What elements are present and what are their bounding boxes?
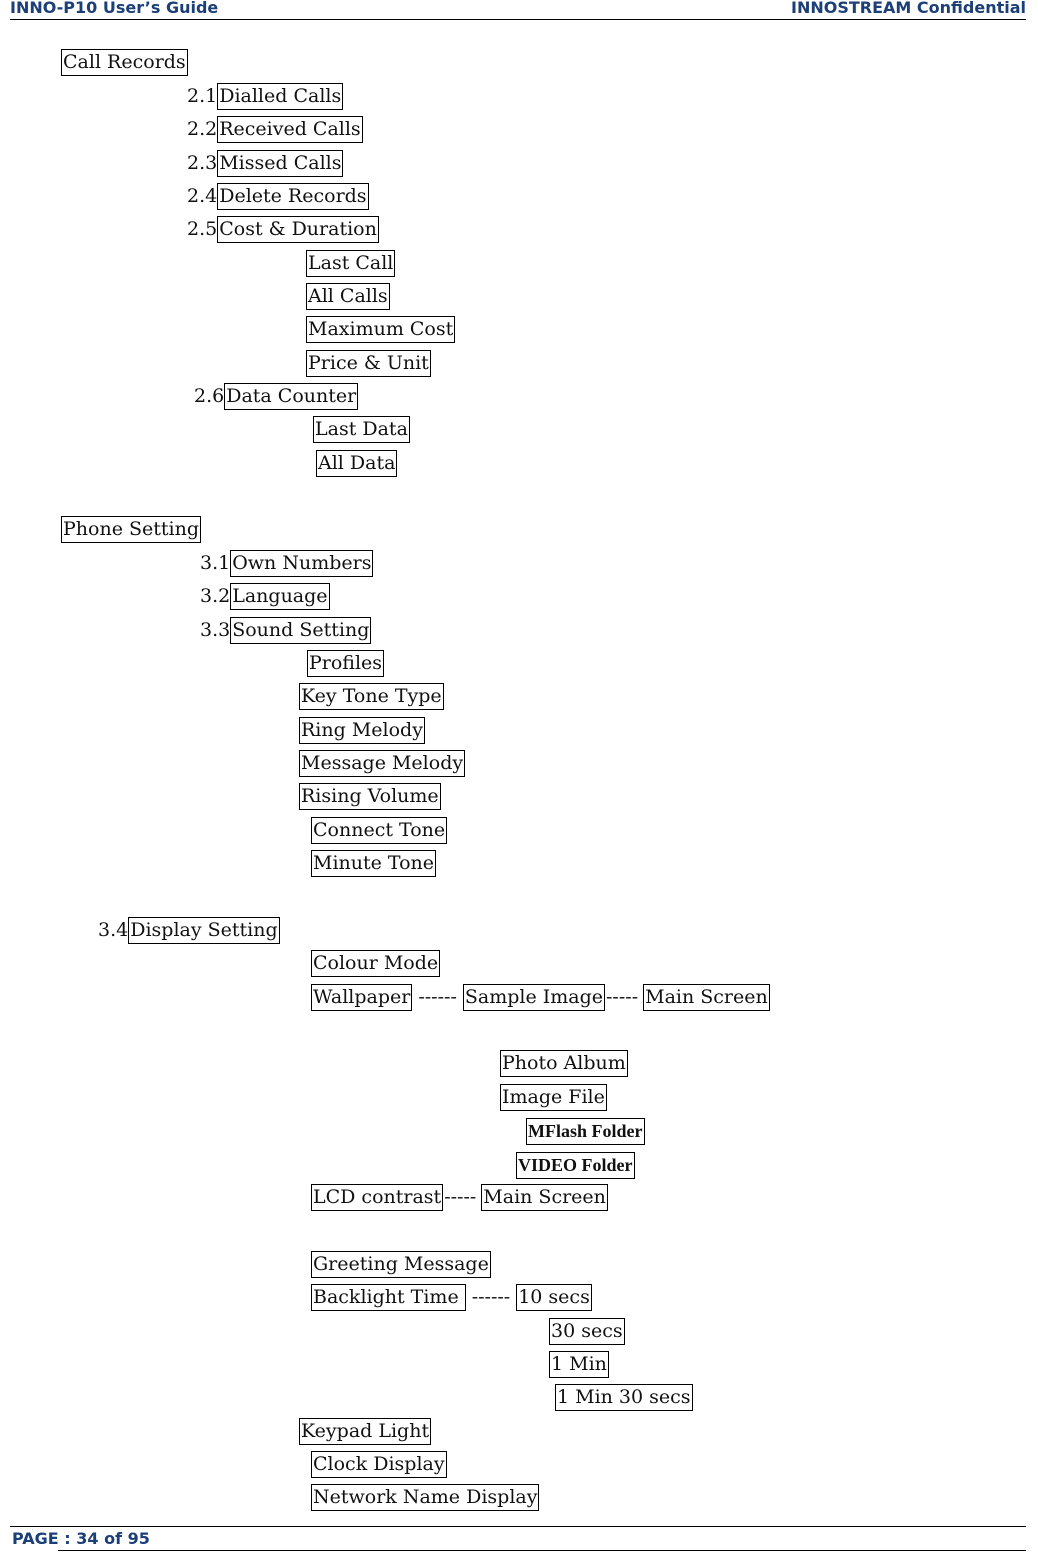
menu-label: 30 secs — [549, 1318, 625, 1345]
page-header — [10, 0, 1026, 20]
menu-item-1-min-30-secs — [555, 1384, 693, 1410]
menu-label: Price & Unit — [306, 350, 431, 377]
menu-label: Maximum Cost — [306, 316, 455, 343]
menu-item-image-file — [500, 1084, 607, 1110]
menu-item-wallpaper — [311, 984, 770, 1010]
menu-label: Language — [230, 583, 329, 610]
menu-label: Image File — [500, 1084, 607, 1111]
menu-label: Last Call — [306, 250, 395, 277]
page-number: PAGE : 34 of 95 — [12, 1529, 150, 1548]
menu-label: MFlash Folder — [526, 1118, 645, 1145]
menu-item-connect-tone — [311, 817, 447, 843]
menu-label: All Calls — [306, 283, 390, 310]
menu-label: VIDEO Folder — [516, 1152, 635, 1179]
menu-label: Rising Volume — [299, 783, 441, 810]
menu-label: Clock Display — [311, 1451, 447, 1478]
menu-item-received-calls — [187, 116, 363, 142]
menu-number: 2.6 — [194, 385, 225, 407]
menu-number: 3.1 — [200, 552, 231, 574]
menu-label: Backlight Time — [311, 1284, 466, 1311]
header-confidential: INNOSTREAM Confidential — [791, 0, 1026, 17]
menu-label: Last Data — [313, 416, 410, 443]
connector-dashes: ----- — [444, 1186, 477, 1208]
menu-item-message-melody — [299, 750, 465, 776]
menu-item-minute-tone — [311, 850, 436, 876]
menu-number: 3.3 — [200, 619, 231, 641]
menu-label: Main Screen — [481, 1184, 608, 1211]
menu-label: Colour Mode — [311, 950, 440, 977]
menu-number: 2.3 — [187, 152, 218, 174]
menu-item-price-unit — [306, 350, 431, 376]
connector-dashes: ------ — [471, 1286, 511, 1308]
menu-label: Photo Album — [500, 1050, 628, 1077]
menu-label: 10 secs — [516, 1284, 592, 1311]
menu-label: Own Numbers — [230, 550, 373, 577]
menu-label: Missed Calls — [217, 150, 343, 177]
menu-label: All Data — [316, 450, 397, 477]
connector-dashes: ------ — [418, 986, 457, 1008]
menu-item-own-numbers — [200, 550, 373, 576]
menu-item-data-counter — [194, 383, 358, 409]
menu-item-30-secs — [549, 1318, 625, 1344]
menu-label: Main Screen — [643, 984, 770, 1011]
menu-item-all-calls — [306, 283, 390, 309]
menu-label: Connect Tone — [311, 817, 447, 844]
menu-label: Call Records — [61, 49, 188, 76]
menu-label: Ring Melody — [299, 717, 425, 744]
header-title: INNO-P10 User’s Guide — [10, 0, 219, 17]
menu-label: Profiles — [307, 650, 384, 677]
menu-item-sound-setting — [200, 617, 371, 643]
menu-item-1-min — [549, 1351, 609, 1377]
menu-item-cost-duration — [187, 216, 379, 242]
menu-label: Message Melody — [299, 750, 465, 777]
menu-label: Sample Image — [463, 984, 605, 1011]
menu-label: 1 Min 30 secs — [555, 1384, 693, 1411]
menu-item-keypad-light — [299, 1418, 431, 1444]
menu-item-language — [200, 583, 330, 609]
menu-label: Wallpaper — [311, 984, 412, 1011]
menu-label: Cost & Duration — [217, 216, 379, 243]
menu-item-photo-album — [500, 1050, 628, 1076]
menu-item-video-folder — [516, 1152, 635, 1178]
connector-dashes: ----- — [606, 986, 639, 1008]
menu-label: LCD contrast — [311, 1184, 443, 1211]
menu-item-backlight-time — [311, 1284, 592, 1310]
menu-item-dialled-calls — [187, 83, 343, 109]
menu-item-display-setting — [98, 917, 280, 943]
menu-label: Key Tone Type — [299, 683, 444, 710]
menu-item-network-name-display — [311, 1484, 539, 1510]
menu-label: Keypad Light — [299, 1418, 431, 1445]
menu-item-mflash-folder — [526, 1118, 645, 1144]
menu-item-all-data — [316, 450, 397, 476]
menu-label: Greeting Message — [311, 1251, 491, 1278]
menu-label: Phone Setting — [61, 516, 201, 543]
menu-item-last-call — [306, 250, 395, 276]
menu-item-missed-calls — [187, 150, 343, 176]
menu-item-ring-melody — [299, 717, 425, 743]
menu-item-profiles — [307, 650, 384, 676]
menu-label: Dialled Calls — [217, 83, 343, 110]
menu-label: Network Name Display — [311, 1484, 539, 1511]
menu-label: Delete Records — [217, 183, 368, 210]
menu-number: 2.1 — [187, 85, 218, 107]
menu-item-key-tone-type — [299, 683, 444, 709]
menu-item-lcd-contrast — [311, 1184, 608, 1210]
menu-item-maximum-cost — [306, 316, 455, 342]
menu-item-rising-volume — [299, 783, 441, 809]
menu-item-call-records — [61, 49, 188, 75]
menu-item-last-data — [313, 416, 410, 442]
menu-number: 2.5 — [187, 218, 218, 240]
menu-number: 2.2 — [187, 118, 218, 140]
menu-number: 3.2 — [200, 585, 231, 607]
menu-number: 3.4 — [98, 919, 129, 941]
menu-label: Data Counter — [224, 383, 358, 410]
menu-item-phone-setting — [61, 516, 201, 542]
menu-item-delete-records — [187, 183, 369, 209]
menu-item-greeting-message — [311, 1251, 491, 1277]
page-footer — [10, 1526, 1026, 1553]
menu-label: Minute Tone — [311, 850, 436, 877]
menu-label: Received Calls — [217, 116, 362, 143]
menu-label: 1 Min — [549, 1351, 609, 1378]
menu-label: Sound Setting — [230, 617, 371, 644]
menu-number: 2.4 — [187, 185, 218, 207]
menu-item-colour-mode — [311, 950, 440, 976]
menu-label: Display Setting — [128, 917, 279, 944]
menu-item-clock-display — [311, 1451, 447, 1477]
